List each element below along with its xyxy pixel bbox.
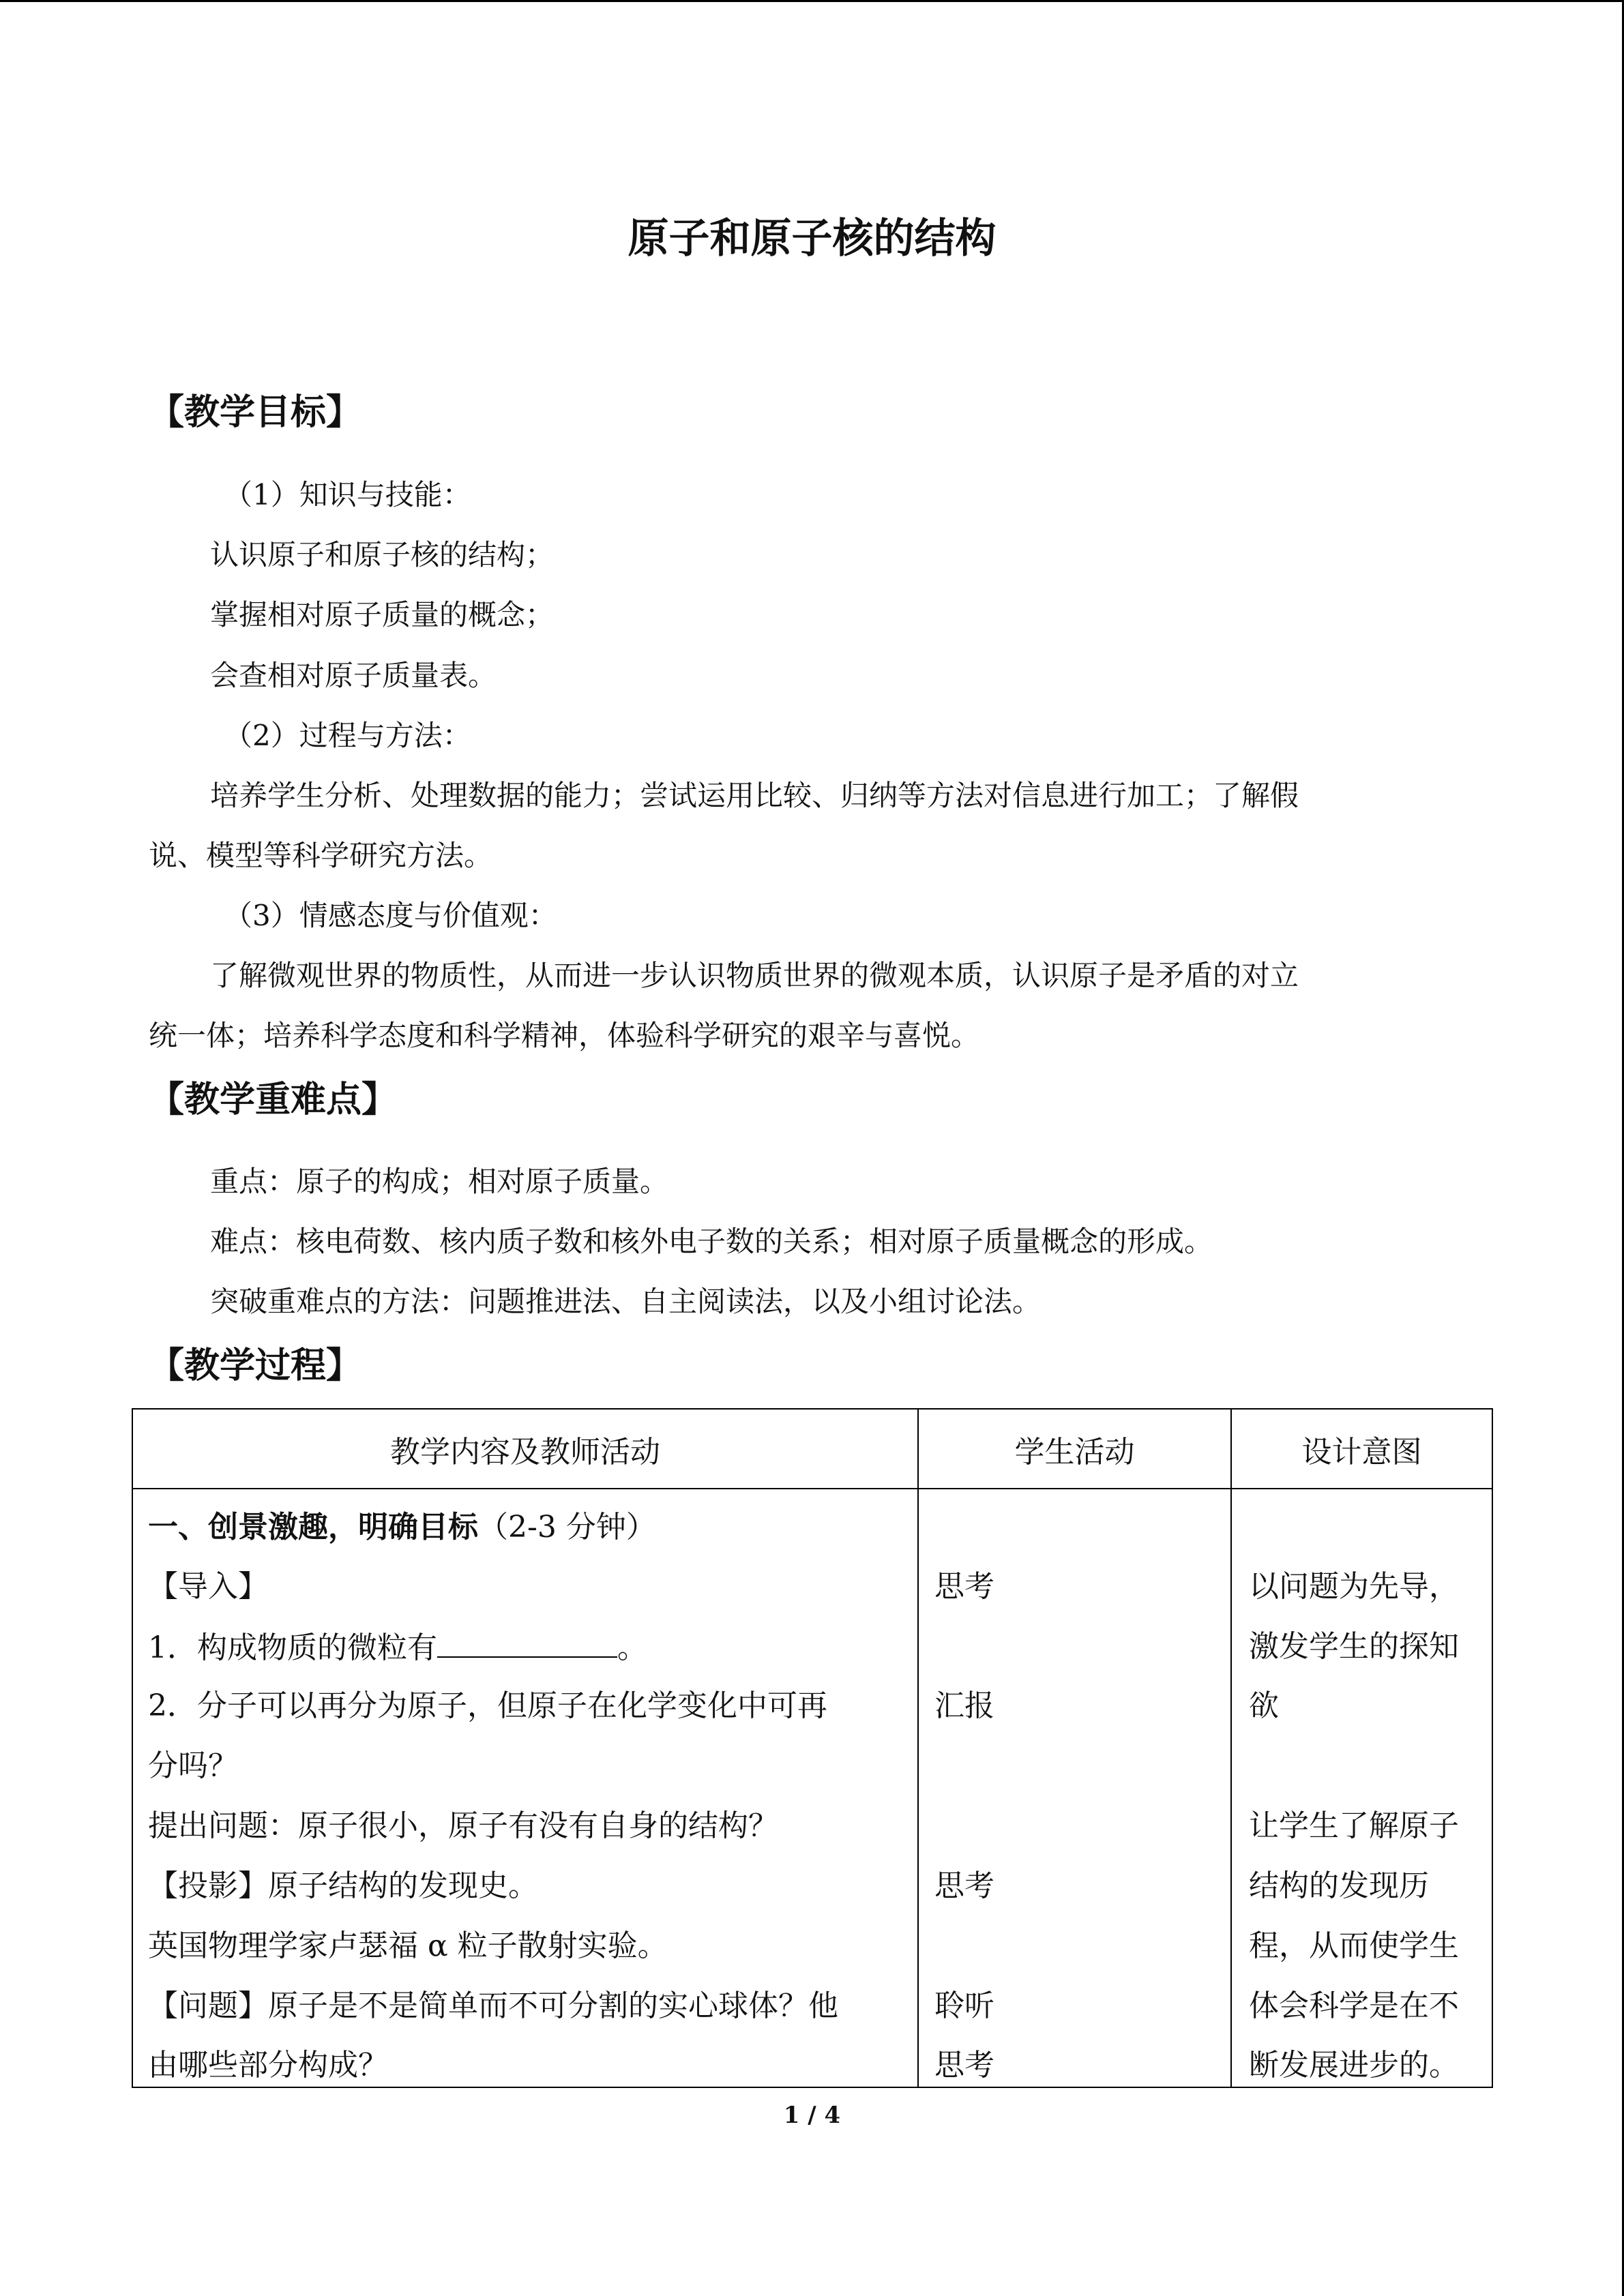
goal-line: （1）知识与技能： xyxy=(224,478,471,511)
section-title-duration: （2-3 分钟） xyxy=(478,1510,656,1545)
goal-line: 认识原子和原子核的结构； xyxy=(210,538,555,571)
goal-line: 培养学生分析、处理数据的能力；尝试运用比较、归纳等方法对信息进行加工；了解假 xyxy=(210,779,1299,812)
difficulty-line: 重点：原子的构成；相对原子质量。 xyxy=(210,1165,669,1198)
page-number: 1 / 4 xyxy=(783,2102,841,2129)
table-column-divider xyxy=(1230,1410,1232,2087)
table-cell-line xyxy=(148,1626,647,1669)
goal-line: 掌握相对原子质量的概念； xyxy=(210,598,555,631)
design-intent-line: 欲 xyxy=(1249,1688,1279,1723)
design-intent-line: 激发学生的探知 xyxy=(1249,1629,1459,1664)
table-cell-line: 由哪些部分构成？ xyxy=(148,2048,388,2083)
design-intent-line: 程，从而使学生 xyxy=(1249,1928,1459,1963)
section-title-bold: 一、创景激趣，明确目标 xyxy=(148,1510,478,1545)
table-column-divider xyxy=(917,1410,919,2087)
table-header-teacher-activity: 教学内容及教师活动 xyxy=(390,1434,660,1470)
heading-teaching-process: 【教学过程】 xyxy=(149,1345,362,1386)
table-header-student-activity: 学生活动 xyxy=(1014,1434,1135,1470)
table-cell-line: 【导入】 xyxy=(148,1569,268,1604)
fill-in-blank xyxy=(437,1626,617,1658)
student-activity-line: 思考 xyxy=(934,2048,994,2083)
question-end: 。 xyxy=(617,1630,647,1665)
heading-teaching-goals: 【教学目标】 xyxy=(149,392,362,433)
table-header-design-intent: 设计意图 xyxy=(1301,1434,1422,1470)
design-intent-line: 以问题为先导， xyxy=(1249,1569,1459,1604)
table-cell-line: 2．分子可以再分为原子，但原子在化学变化中可再 xyxy=(148,1688,827,1723)
design-intent-line: 结构的发现历 xyxy=(1249,1868,1429,1903)
table-cell-line: 分吗？ xyxy=(148,1748,238,1783)
heading-key-difficulties: 【教学重难点】 xyxy=(149,1079,398,1120)
difficulty-line: 难点：核电荷数、核内质子数和核外电子数的关系；相对原子质量概念的形成。 xyxy=(210,1225,1213,1258)
page-title: 原子和原子核的结构 xyxy=(628,215,996,263)
design-intent-line: 断发展进步的。 xyxy=(1249,2048,1459,2083)
table-cell-line: 英国物理学家卢瑟福 α 粒子散射实验。 xyxy=(148,1928,668,1963)
table-cell-line: 【投影】原子结构的发现史。 xyxy=(148,1868,538,1903)
question-text: 1．构成物质的微粒有 xyxy=(148,1630,437,1665)
goal-line: 说、模型等科学研究方法。 xyxy=(149,839,493,872)
goal-line: 统一体；培养科学态度和科学精神，体验科学研究的艰辛与喜悦。 xyxy=(149,1019,980,1052)
table-cell-line: 提出问题：原子很小，原子有没有自身的结构？ xyxy=(148,1808,778,1843)
design-intent-line: 让学生了解原子 xyxy=(1249,1808,1459,1843)
teaching-process-table xyxy=(132,1408,1493,2088)
student-activity-line: 聆听 xyxy=(934,1988,994,2023)
difficulty-line: 突破重难点的方法：问题推进法、自主阅读法，以及小组讨论法。 xyxy=(210,1285,1042,1318)
goal-line: （2）过程与方法： xyxy=(224,719,471,752)
goal-line: 了解微观世界的物质性，从而进一步认识物质世界的微观本质，认识原子是矛盾的对立 xyxy=(210,959,1299,992)
design-intent-line: 体会科学是在不 xyxy=(1249,1988,1459,2023)
goal-line: （3）情感态度与价值观： xyxy=(224,899,557,932)
table-row-divider xyxy=(133,1488,1492,1489)
student-activity-line: 思考 xyxy=(934,1569,994,1604)
table-section-title xyxy=(148,1507,656,1548)
page-border-top xyxy=(0,0,1624,2)
goal-line: 会查相对原子质量表。 xyxy=(210,659,497,692)
table-cell-line: 【问题】原子是不是简单而不可分割的实心球体？他 xyxy=(148,1988,838,2023)
student-activity-line: 汇报 xyxy=(934,1688,994,1723)
student-activity-line: 思考 xyxy=(934,1868,994,1903)
